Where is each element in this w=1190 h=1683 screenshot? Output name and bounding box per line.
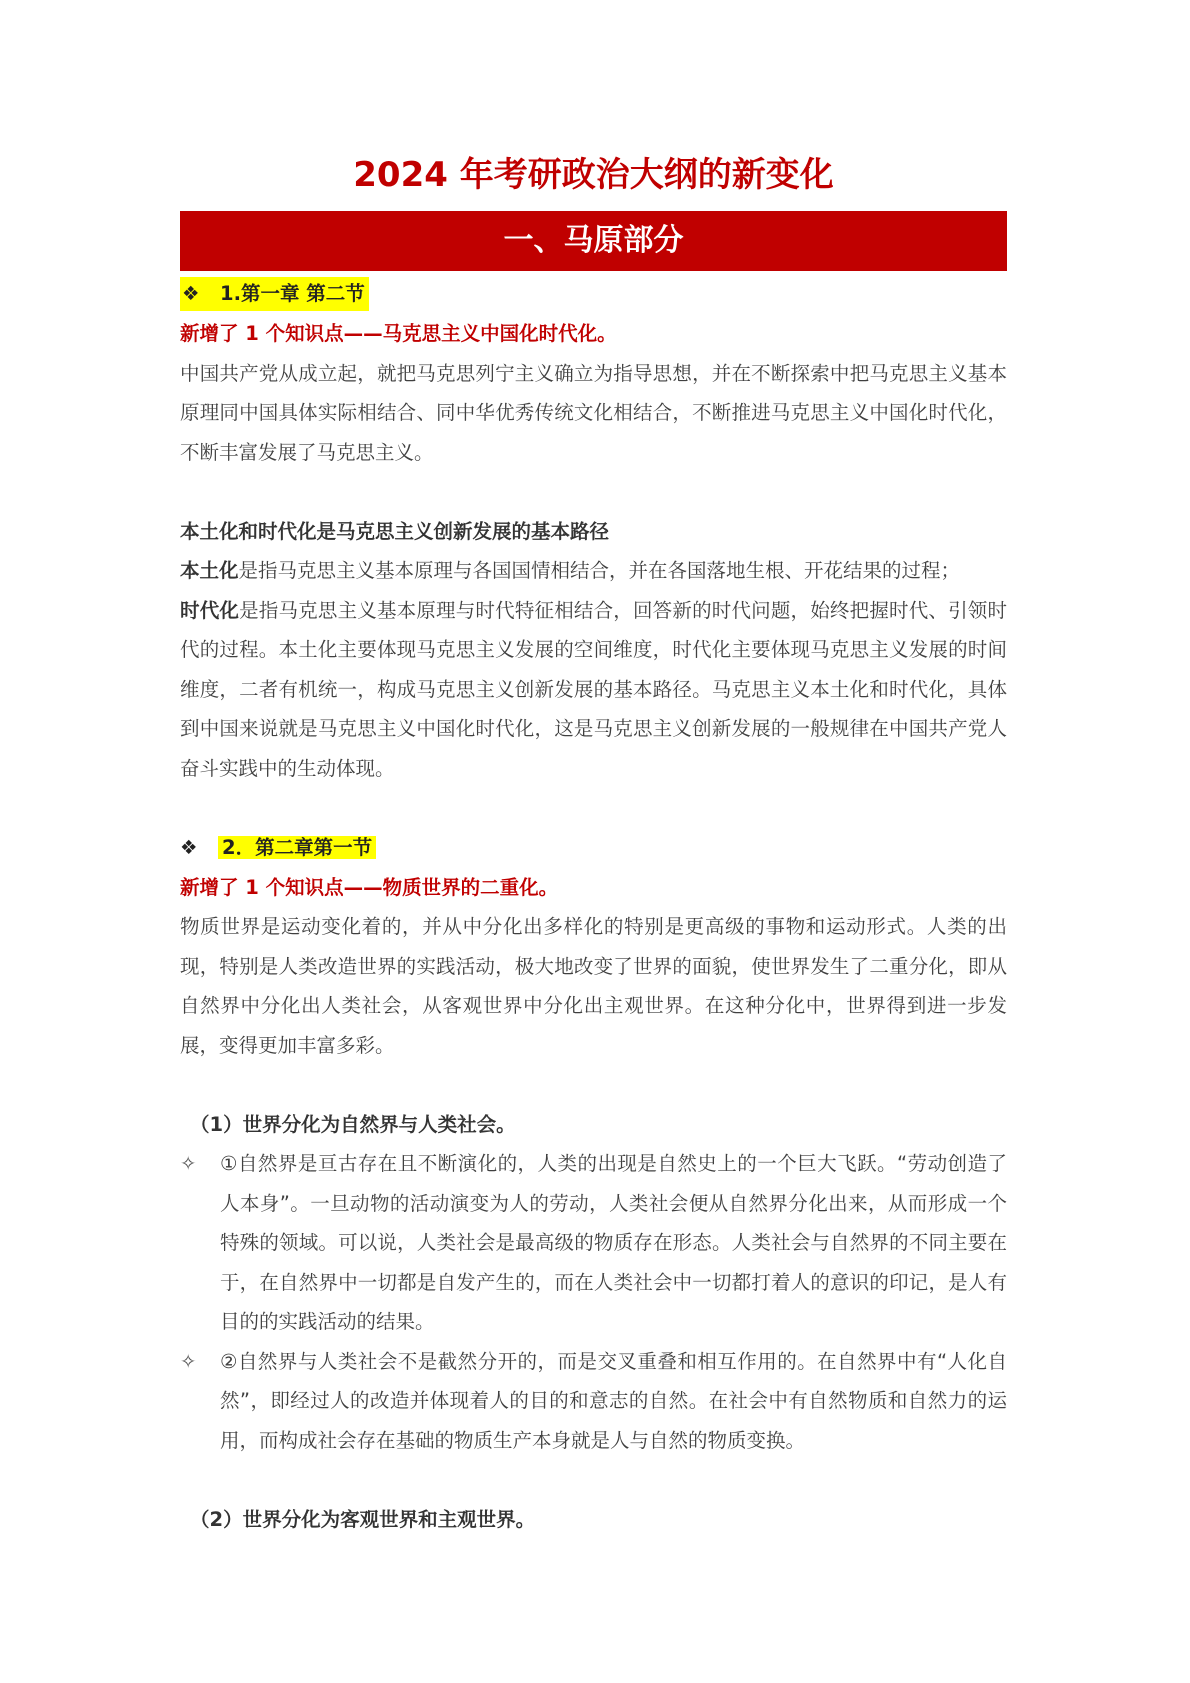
bullet-icon: ✧: [180, 1349, 197, 1373]
subsection-2: （2）世界分化为客观世界和主观世界。: [190, 1507, 536, 1531]
paragraph-term1: [180, 551, 1007, 591]
subheading: 本土化和时代化是马克思主义创新发展的基本路径: [180, 519, 610, 543]
section-heading-text: 1.第一章 第二节: [220, 282, 365, 305]
document-body: [180, 274, 1007, 1539]
paragraph-term2: [180, 591, 1007, 789]
section-heading-1: [180, 277, 369, 311]
diamond-icon: ❖: [180, 835, 198, 859]
document-title: 2024 年考研政治大纲的新变化: [353, 155, 834, 195]
list-item: [180, 1342, 1007, 1461]
paragraph: 中国共产党从成立起，就把马克思列宁主义确立为指导思想，并在不断探索中把马克思主义基本原理同中国具体实际相结合、同中华优秀传统文化相结合，不断推进马克思主义中国化时代化，不断丰富发展了马克思主义。: [180, 361, 1007, 464]
section-heading-2: [180, 831, 376, 865]
section-heading-text: 2．第二章第一节: [218, 836, 376, 859]
paragraph: 物质世界是运动变化着的，并从中分化出多样化的特别是更高级的事物和运动形式。人类的出现，特别是人类改造世界的实践活动，极大地改变了世界的面貌，使世界发生了二重分化，即从自然界中分化出人类社会，从客观世界中分化出主观世界。在这种分化中，世界得到进一步发展，变得更加丰富多彩。: [180, 915, 1007, 1057]
term: 时代化: [180, 598, 240, 622]
term-text: 是指马克思主义基本原理与时代特征相结合，回答新的时代问题，始终把握时代、引领时代的过程。本土化主要体现马克思主义发展的空间维度，时代化主要体现马克思主义发展的时间维度，二者有机统一，构成马克思主义创新发展的基本路径。马克思主义本土化和时代化，具体到中国来说就是马克思主义中国化时代化，这是马克思主义创新发展的一般规律在中国共产党人奋斗实践中的生动体现。: [180, 598, 1007, 780]
new-point-1: 新增了 1 个知识点——马克思主义中国化时代化。: [180, 322, 617, 345]
term-text: 是指马克思主义基本原理与各国国情相结合，并在各国落地生根、开花结果的过程；: [238, 559, 961, 582]
subsection-1: （1）世界分化为自然界与人类社会。: [190, 1112, 516, 1136]
part-banner: 一、马原部分: [180, 211, 1007, 271]
term: 本土化: [180, 559, 239, 582]
list-item-text: ①自然界是亘古存在且不断演化的，人类的出现是自然史上的一个巨大飞跃。“劳动创造了人本身”。一旦动物的活动演变为人的劳动，人类社会便从自然界分化出来，从而形成一个特殊的领域。可以说，人类社会是最高级的物质存在形态。人类社会与自然界的不同主要在于，在自然界中一切都是自发产生的，而在人类社会中一切都打着人的意识的印记，是人有目的的实践活动的结果。: [220, 1152, 1007, 1333]
list-item-text: ②自然界与人类社会不是截然分开的，而是交叉重叠和相互作用的。在自然界中有“人化自然”，即经过人的改造并体现着人的目的和意志的自然。在社会中有自然物质和自然力的运用，而构成社会存在基础的物质生产本身就是人与自然的物质变换。: [220, 1349, 1007, 1452]
diamond-icon: ❖: [182, 282, 200, 305]
bullet-icon: ✧: [180, 1152, 197, 1175]
new-point-2: 新增了 1 个知识点——物质世界的二重化。: [180, 875, 559, 899]
list-item: [180, 1144, 1007, 1342]
